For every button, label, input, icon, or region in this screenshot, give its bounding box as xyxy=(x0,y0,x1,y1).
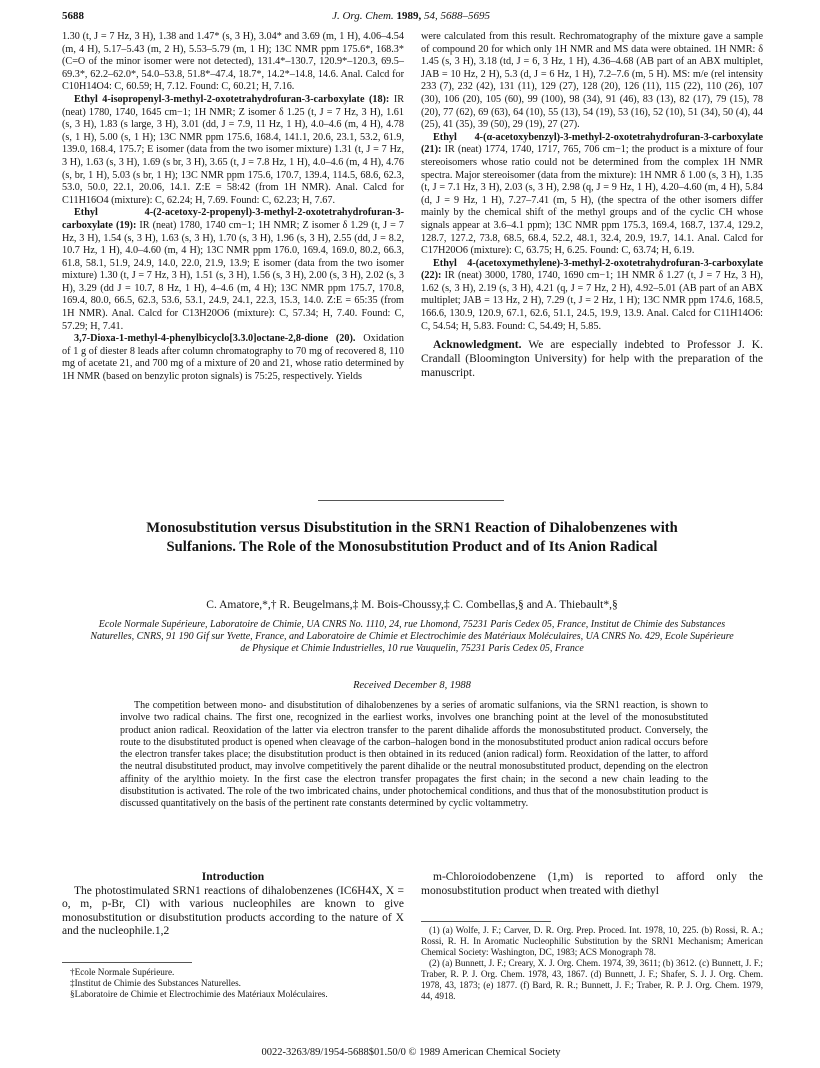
page-number: 5688 xyxy=(62,10,84,22)
footnote-rule xyxy=(421,921,551,922)
article-authors: C. Amatore,*,† R. Beugelmans,‡ M. Bois-Choussy,‡ C. Combellas,§ and A. Thiebault*,§ xyxy=(206,599,618,611)
experimental-paragraph xyxy=(62,333,404,383)
reference: (2) (a) Bunnett, J. F.; Creary, X. J. Org. Chem. 1974, 39, 3611; (b) 3612. (c) Bunnett, J. F.; Traber, R. P. J. Org. Chem. 1978, 43, 1867. (d) Bunnett, J. F.; Shafer, S. J. J. Org. Chem. 1978, 43, 1873; (e) 1877. (f) Bard, R. R.; Bunnett, J. F.; Traber, R. P. J. Org. Chem. 1979, 44, 4918. xyxy=(421,958,763,1001)
experimental-paragraph xyxy=(421,132,763,258)
compound-heading: Ethyl 4-isopropenyl-3-methyl-2-oxotetrahydrofuran-3-carboxylate (18): xyxy=(74,93,390,105)
experimental-paragraph xyxy=(62,94,404,207)
compound-data: Oxidation of 1 g of diester 8 leads after column chromatography to 70 mg of recovered 8, 110 mg of acetate 21, and 700 mg of a mixture of 20 and 21, whose ratio determined by 1H NMR (based on benzylic proton signals) is 75:25, respectively. Yields xyxy=(62,333,404,383)
reference: (1) (a) Wolfe, J. F.; Carver, D. R. Org. Prep. Proced. Int. 1978, 10, 225. (b) Rossi, R. A.; Rossi, R. H. In Aromatic Nucleophilic Substitution by the SRN1 Mechanism; American Chemical Society: Washington, DC, 1983; ACS Monograph 78. xyxy=(421,925,763,957)
top-right-column xyxy=(421,31,763,381)
footnote: ‡Institut de Chimie des Substances Naturelles. xyxy=(70,978,241,988)
journal-year: 1989, xyxy=(396,10,422,22)
compound-data: IR (neat) 1780, 1740 cm−1; 1H NMR; Z isomer δ 1.29 (t, J = 7 Hz, 3 H), 1.54 (s, 3 H), 1.63 (s, 3 H), 1.70 (s, 3 H), 1.96 (s, 3 H), 2.55 (dd, J = 8.2, 10.7 Hz, 1 H), 4.0–4.60 (m, 4 H); 13C NMR ppm 176.0, 169.4, 169.0, 80.2, 66.3, 61.8, 58.1, 51.9, 24.9, 14.0, 22.0, 21.9, 13.9; E isomer (data from the two isomer mixture) 1.30 (t, J = 7 Hz, 3 H), 1.51 (s, 3 H), 1.56 (s, 3 H), 2.00 (s, 3 H), 2.02 (s, 3 H), 3.29 (dd J = 10.7, 8 Hz, 1 H), 4–4.6 (m, 4 H); 13C NMR ppm 175.7, 170.8, 169.4, 80.0, 66.5, 62.3, 53.6, 53.1, 24.9, 24.1, 22.3, 15.3, 14.0. Z:E = 65:35 (from 1H NMR). Anal. Calcd for C13H20O6 (mixture): C, 57.34; H, 7.40. Found: C, 57.29; H, 7.41. xyxy=(62,219,405,332)
acknowledgment xyxy=(421,339,763,380)
abstract: The competition between mono- and disubstitution of dihalobenzenes by a series of aromatic sulfanions, via the SRN1 reaction, is shown to involve two radical chains. The first one, recognized in the earliest works, involves one branching point at the level of the monosubstituted product anion radical. Reoxidation of the latter via electron transfer to the parent dihalide affords the monosubstituted product. Conversely, the route to the disubstituted product is opened when cleavage of the carbon–halogen bond in the monosubstituted product anion radical occurs before the electron transfer takes place; the disubstitution product is then obtained in its reduced (anion radical) form. Reoxidation of the latter, to afford the neutral disubstituted product, may involve competitively the parent dihalide or the neutral monosubstituted product, depending on the electron affinity of the arylthio moiety. In the first case the electron transfer propagates the first chain; in the second a new chain leading to the disubstitution is activated. The role of the two imbricated chains, under photochemical conditions, and thus that of the monosubstitution product is discussed quantitatively on the basis of the pertinent rate constants determined by cyclic voltammetry. xyxy=(120,700,708,810)
journal-citation xyxy=(62,10,760,22)
compound-heading: Ethyl 4-(acetoxymethylene)-3-methyl-2-oxotetrahydrofuran-3-carboxylate (22): xyxy=(421,257,763,282)
compound-data: IR (neat) 1780, 1740, 1645 cm−1; 1H NMR; Z isomer δ 1.25 (t, J = 7 Hz, 3 H), 1.61 (s, 3 H), 1.83 (s large, 3 H), 3.01 (dd, J = 7.9, 11 Hz, 1 H), 4.0–4.6 (m, 4 H), 4.78 (s, 1 H), 5.00 (s, 1 H); 13C NMR ppm 175.6, 168.4, 141.1, 20.6, 23.1, 53.2, 61.9, 139.0, 168.4, 175.7; E isomer (data from the two isomer mixture) 1.31 (t, J = 7 Hz, 3 H), 1.63 (s, 3 H), 1.69 (s br, 3 H), 3.65 (t, J = 7.8 Hz, 1 H), 4.0–4.6 (m, 4 H), 4.76 (s, br, 1 H), 5.03 (s br, 1 H); 13C NMR ppm 175.6, 170.7, 139.4, 114.5, 68.6, 62.3, 53.0, 50.0, 22.1, 20.06, 14.1. Z:E = 58:42 (from 1H NMR). Anal. Calcd for C11H16O4 (mixture): C, 62.24; H, 7.69. Found: C, 62.23; H, 7.67. xyxy=(62,93,405,206)
acknowledgment-text: We are especially indebted to Professor J. K. Crandall (Bloomington University) for help with the preparation of the manuscript. xyxy=(421,339,763,379)
received-date: Received December 8, 1988 xyxy=(353,680,471,691)
compound-heading: Ethyl 4-(2-acetoxy-2-propenyl)-3-methyl-2-oxotetrahydrofuran-3-carboxylate (19): xyxy=(62,207,404,231)
compound-data: IR (neat) 3000, 1780, 1740, 1690 cm−1; 1H NMR δ 1.27 (t, J = 7 Hz, 3 H), 1.62 (s, 3 H), 2.19 (s, 3 H), 4.21 (q, J = 7 Hz, 2 H), 4.92–5.01 (AB part of an ABX multiplet; JAB = 13 Hz, 2 H), 7.29 (t, J = 2 Hz, 1 H); 13C NMR ppm 174.6, 168.5, 166.6, 130.9, 120.9, 67.1, 62.6, 51.1, 24.5, 19.9, 13.9. Anal. Calcd for C11H14O6: C, 54.54; H, 5.83. Found: C, 54.49; H, 5.85. xyxy=(421,270,763,332)
intro-paragraph: m-Chloroiodobenzene (1,m) is reported to afford only the monosubstitution product when treated with diethyl xyxy=(421,871,763,897)
compound-data: IR (neat) 1774, 1740, 1717, 765, 706 cm−1; the product is a mixture of four stereoisomers whose ratio could not be determined from the complex 1H NMR spectra. Major stereoisomer (data from the mixture): 1H NMR δ 1.00 (s, 3 H), 1.35 (t, J = 7.1 Hz, 3 H), 2.03 (s, 3 H), 2.98 (q, J = 9 Hz, 1 H), 4.20–4.60 (m, 4 H), 5.84 (d, J = 9 Hz, 1 H), 7.27–7.41 (m, 5 H), (the spectra of the other isomers differ mainly by the chemical shift of the methyl groups and of the cyclic CH whose signals appear at 3.6–4.1 ppm); 13C NMR ppm 175.3, 169.4, 168.7, 137.4, 129.2, 128.7, 127.2, 73.8, 68.5, 68.4, 52.2, 48.1, 32.4, 20.9, 19.7, 14.1. Anal. Calcd for C17H20O6 (mixture): C, 63.75; H, 6.25. Found: C, 63.74; H, 6.19. xyxy=(421,144,763,257)
journal-volume-pages: 54, 5688–5695 xyxy=(423,10,490,22)
footnote-rule xyxy=(62,962,192,963)
intro-right-column xyxy=(421,871,763,898)
top-left-column xyxy=(62,31,404,384)
journal-name: J. Org. Chem. xyxy=(332,10,394,22)
experimental-paragraph: 1.30 (t, J = 7 Hz, 3 H), 1.38 and 1.47* (s, 3 H), 3.04* and 3.69 (m, 1 H), 4.06–4.54 (m, 4 H), 5.17–5.43 (m, 2 H), 5.53–5.79 (m, 1 H); 13C NMR ppm 175.6*, 168.3* (C=O of the minor isomer were not detected), 131.4*–130.7, 120.9*–120.3, 69.5–69.3*, 62.2–62.0*, 54.0–53.8, 51.8*–47.4, 18.7*, 14.2*–14.8, 14.6. Anal. Calcd for C10H14O4: C, 60.59; H, 7.12. Found: C, 60.21; H, 7.16. xyxy=(62,31,404,93)
acknowledgment-heading: Acknowledgment. xyxy=(433,339,522,352)
author-affiliations: Ecole Normale Supérieure, Laboratoire de Chimie, UA CNRS No. 1110, 24, rue Lhomond, 75231 Paris Cedex 05, France, Institut de Chimie des Substances Naturelles, CNRS, 91 190 Gif sur Yvette, France, and Laboratoire de Chimie et Electrochimie des Matériaux Moléculaires, UA CNRS No. 429, Ecole Supérieure de Physique et Chimie Industrielles, 10 rue Vauquelin, 75231 Paris Cedex 05, France xyxy=(90,619,734,655)
intro-heading: Introduction xyxy=(201,871,265,883)
affiliation-footnotes xyxy=(62,967,404,1000)
article-title: Monosubstitution versus Disubstitution in the SRN1 Reaction of Dihalobenzenes with Sulfanions. The Role of the Monosubstitution Product and of Its Anion Radical xyxy=(146,520,678,555)
running-header xyxy=(62,10,760,26)
intro-paragraph: The photostimulated SRN1 reactions of dihalobenzenes (IC6H4X, X = o, m, p-Br, Cl) with various nucleophiles are known to give monosubstitution or disubstitution products according to the nature of X and the nucleophile.1,2 xyxy=(62,884,404,938)
section-divider xyxy=(318,500,504,501)
compound-heading: Ethyl 4-(α-acetoxybenzyl)-3-methyl-2-oxotetrahydrofuran-3-carboxylate (21): xyxy=(421,131,763,156)
experimental-paragraph: were calculated from this result. Rechromatography of the mixture gave a sample of compound 20 for which only 1H NMR and MS data were obtained. 1H NMR: δ 1.45 (s, 3 H), 3.18 (td, J = 6, 3 Hz, 1 H), 4.36–4.68 (AB part of an ABX multiplet, JAB = 10 Hz, 2 H), 5.3 (d, J = 6 Hz, 1 H), 7.2–7.6 (m, 5 H). MS: m/e (rel intensity 233 (7), 232 (42), 131 (11), 129 (27), 128 (20), 126 (11), 115 (22), 110 (26), 107 (30), 106 (20), 105 (60), 99 (100), 98 (34), 91 (46), 83 (13), 82 (17), 79 (15), 78 (20), 77 (62), 69 (63), 64 (10), 55 (13), 54 (19), 53 (16), 52 (10), 51 (34), 50 (4), 44 (25), 41 (35), 39 (50), 29 (19), 27 (27). xyxy=(421,31,763,131)
footnote: †Ecole Normale Supérieure. xyxy=(70,967,175,977)
page-footer: 0022-3263/89/1954-5688$01.50/0 © 1989 American Chemical Society xyxy=(261,1047,561,1058)
experimental-paragraph xyxy=(421,258,763,334)
reference-footnotes xyxy=(421,925,763,1002)
intro-left-column xyxy=(62,871,404,939)
footnote: §Laboratoire de Chimie et Electrochimie des Matériaux Moléculaires. xyxy=(70,989,328,999)
compound-heading: 3,7-Dioxa-1-methyl-4-phenylbicyclo[3.3.0]octane-2,8-dione (20). xyxy=(74,333,356,345)
experimental-paragraph xyxy=(62,207,404,333)
